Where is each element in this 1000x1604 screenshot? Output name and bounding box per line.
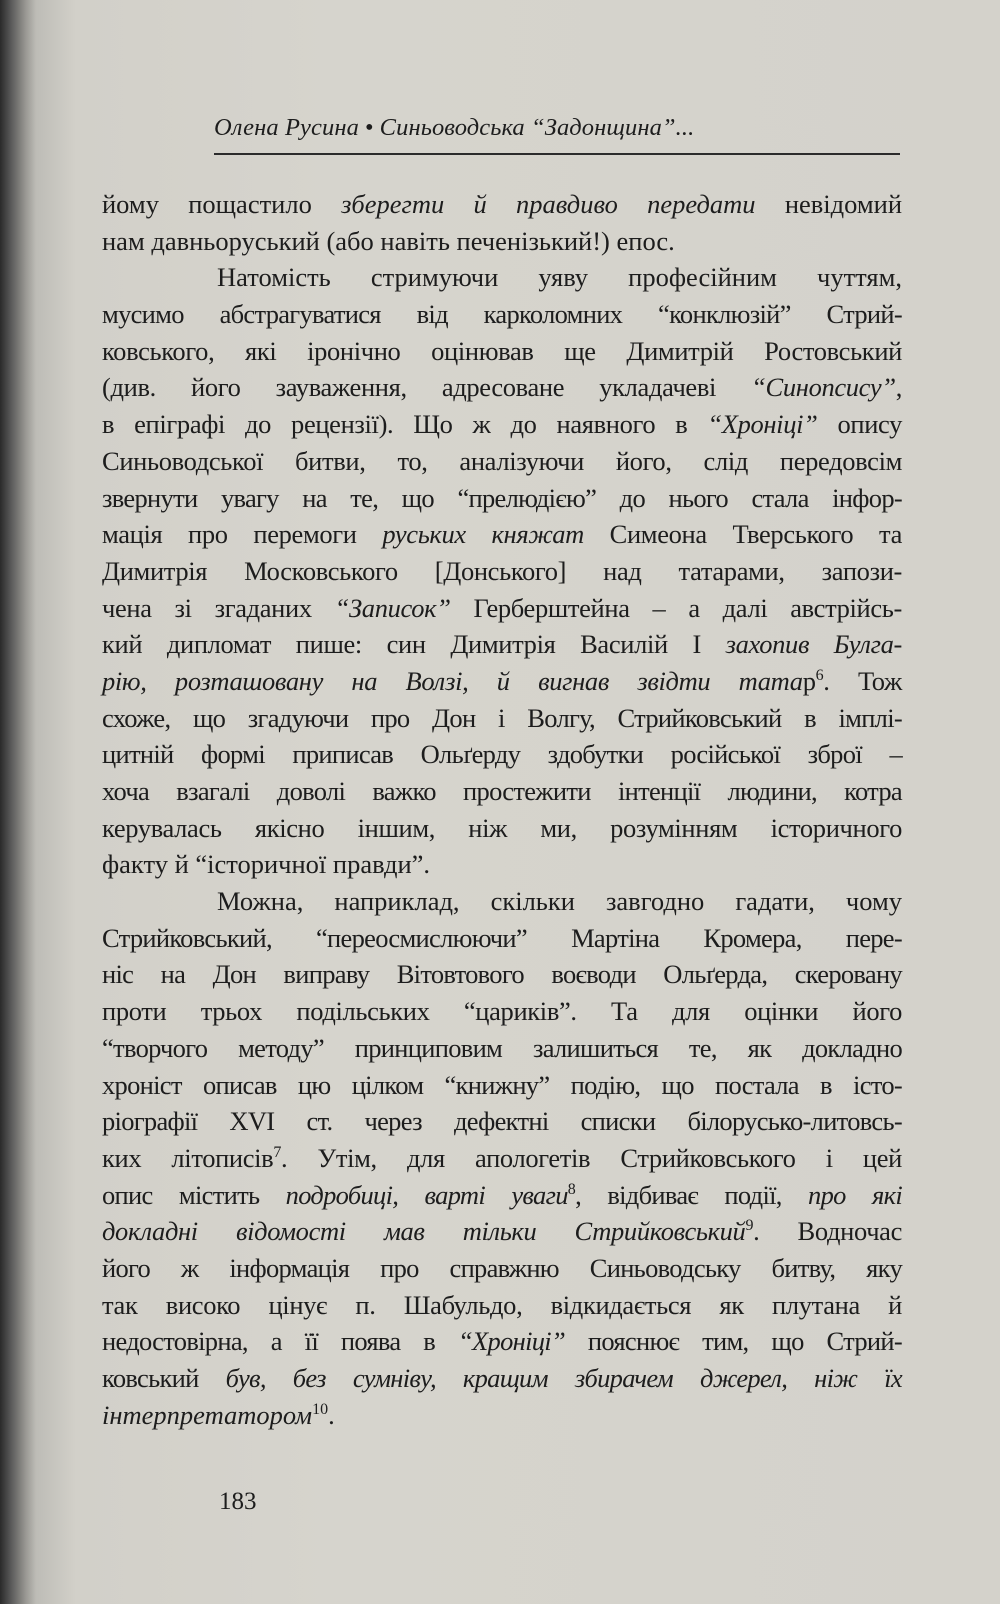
running-head-separator: • (364, 114, 374, 141)
text-run: , відбиває події, (575, 1179, 809, 1210)
text-line (102, 626, 902, 663)
text-run: мація про перемоги (102, 519, 383, 550)
page-number: 183 (219, 1488, 257, 1515)
text-line: ковського, які іронічно оцінював ще Димитрій Ростовський (102, 335, 902, 366)
text-line (102, 1140, 902, 1177)
text-run: недостовірна, а її поява в (102, 1326, 459, 1357)
text-line: “творчого методу” принциповим залишиться те, як докладно (102, 1032, 902, 1063)
paragraph (102, 186, 902, 259)
text-run: . Водночас (753, 1216, 902, 1247)
book-spine-shadow (0, 0, 36, 1604)
text-line: ніс на Дон виправу Вітовтового воєводи Ольґерда, скеровану (102, 959, 902, 990)
text-line: схоже, що згадуючи про Дон і Волгу, Стрийковський в імплі- (102, 702, 902, 733)
text-run: Герберштейна – а далі австрійсь- (450, 592, 902, 623)
text-line: цитній формі приписав Ольґерду здобутки російської зброї – (102, 739, 902, 770)
text-line: нам давньоруський (або навіть печенізький!) епос. (102, 225, 675, 256)
emphasis: “Хроніці” (458, 1326, 566, 1357)
text-run: кий дипломат пише: син Димитрія Василій I (102, 629, 726, 660)
footnote-ref[interactable]: 7 (273, 1143, 282, 1161)
emphasis: докладні відомості мав тільки Стрийковський (102, 1216, 746, 1247)
text-run: опису (817, 409, 903, 440)
text-line (102, 663, 902, 700)
text-run: пояснює тим, що Стрий- (565, 1326, 902, 1357)
text-line: Стрийковський, “переосмислюючи” Мартіна Кромера, пере- (102, 922, 902, 953)
text-run: . Тож (823, 665, 902, 696)
text-line: Натомість стримуючи уяву професійним чуттям, (217, 262, 902, 293)
text-line: Димитрія Московського [Донського] над татарами, запози- (102, 555, 902, 586)
text-line: ріографії XVI ст. через дефектні списки білорусько-литовсь- (102, 1106, 902, 1137)
text-run: невідомий (755, 189, 902, 219)
text-line: Можна, наприклад, скільки завгодно гадати, чому (217, 886, 902, 917)
running-head-title: Синьоводська “Задонщина”... (379, 114, 695, 141)
footnote-ref[interactable]: 6 (815, 666, 824, 684)
text-line: факту й “історичної правди”. (102, 849, 431, 880)
running-head-rule (214, 153, 900, 155)
emphasis: зберегти й правдиво передати (341, 189, 756, 219)
text-run: чена зі згаданих (102, 592, 335, 623)
emphasis: “Хроніці” (707, 409, 818, 440)
footnote-ref[interactable]: 8 (567, 1180, 576, 1198)
text-line (102, 1397, 902, 1434)
text-line (102, 1213, 902, 1250)
running-head (214, 114, 898, 154)
text-line (102, 1323, 902, 1360)
text-line: звернути увагу на те, що “прелюдією” до нього стала інфор- (102, 482, 902, 513)
text-line: проти трьох подільських “цариків”. Та для оцінки його (102, 996, 902, 1027)
emphasis: був, без сумніву, кращим збирачем джерел, ніж їх (225, 1363, 902, 1393)
footnote-ref[interactable]: 9 (745, 1217, 754, 1235)
text-line (102, 406, 902, 443)
text-line (102, 590, 902, 627)
text-line: керувалась якісно іншим, ніж ми, розумінням історичного (102, 812, 902, 843)
emphasis: “Синопсису” (751, 372, 896, 403)
text-line: хоча взагалі доволі важко простежити інтенції людини, котра (102, 776, 902, 806)
text-run: в епіграфі до рецензії). Що ж до наявного в (102, 409, 708, 440)
text-run: . Утім, для апологетів Стрийковського і цей (281, 1142, 902, 1173)
text-line (102, 516, 902, 553)
emphasis: руських княжат (382, 519, 584, 550)
footnote-ref[interactable]: 10 (312, 1400, 329, 1418)
emphasis: інтерпретатором (102, 1399, 313, 1430)
text-run: . (328, 1399, 335, 1430)
text-run: Симеона Тверського та (583, 519, 902, 550)
text-run: ковський (102, 1363, 226, 1393)
text-line: хроніст описав цю цілком “книжну” подію, що постала в істо- (102, 1069, 902, 1100)
paragraph (102, 883, 902, 1433)
text-line (102, 1177, 902, 1214)
body-text (102, 186, 902, 1433)
text-run: йому пощастило (102, 189, 342, 219)
text-line (102, 1360, 902, 1397)
emphasis: подробиці, варті уваги (285, 1179, 568, 1210)
emphasis: захопив Булга- (725, 629, 902, 660)
emphasis: “Записок” (334, 592, 451, 623)
paragraph (102, 259, 902, 883)
text-line (102, 186, 902, 223)
text-line: мусимо абстрагуватися від карколомних “конклюзій” Стрий- (102, 299, 902, 330)
text-line: Синьоводської битви, то, аналізуючи його, слід передовсім (102, 445, 902, 476)
text-run: , (895, 372, 902, 403)
text-run: ких літописів (102, 1142, 274, 1173)
text-run: р (802, 665, 816, 696)
text-line (102, 369, 902, 406)
emphasis: рію, розташовану на Волзі, й вигнав звідти тата (102, 665, 803, 696)
emphasis: про які (808, 1179, 902, 1210)
running-head-author: Олена Русина (214, 114, 359, 141)
text-line: його ж інформація про справжню Синьоводську битву, яку (102, 1252, 902, 1283)
text-run: опис містить (102, 1179, 286, 1210)
text-line: так високо цінує п. Шабульдо, відкидається як плутана й (102, 1289, 902, 1320)
text-run: (див. його зауваження, адресоване укладачеві (102, 372, 752, 403)
